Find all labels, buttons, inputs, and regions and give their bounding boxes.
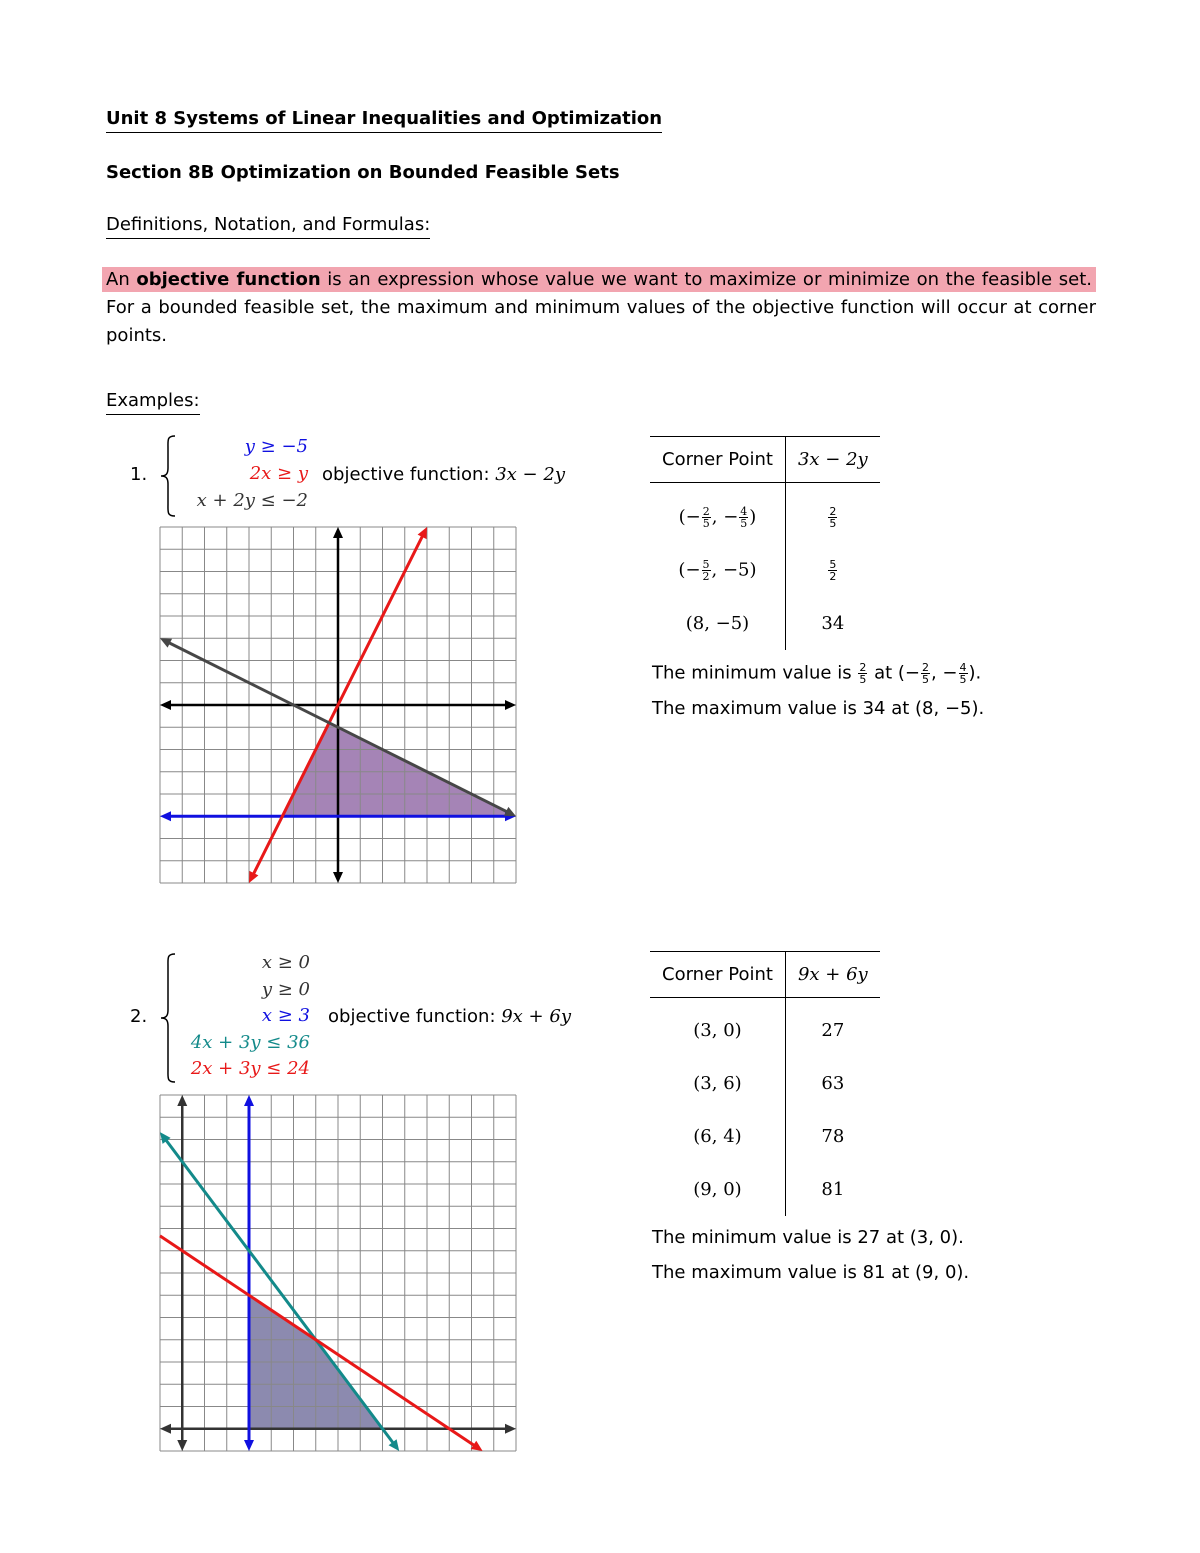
definition-paragraph [106, 266, 1096, 350]
table-2-header-point: Corner Point [650, 952, 785, 998]
y-axis-arrow [333, 527, 343, 538]
example-1-min-statement: The minimum value is $\frac{2}{5}$ at (− $\frac{2}{5}$ , − $\frac{4}{5}$ ). [652, 661, 982, 686]
definition-rest: For a bounded feasible set, the maximum and minimum values of the objective function will occur at corner points. [106, 297, 1096, 346]
table-row [650, 544, 880, 597]
example-1-ineq-2: 2x ≥ y [249, 463, 308, 484]
example-1-number: 1. [130, 464, 148, 485]
table-1-header-point: Corner Point [650, 437, 785, 483]
example-1-table [650, 436, 880, 650]
x-axis-arrow [505, 1424, 516, 1434]
table-cell-value: 81 [821, 1179, 845, 1200]
table-cell-value: 27 [821, 1020, 845, 1041]
example-2-number: 2. [130, 1006, 148, 1027]
example-1-system [180, 436, 308, 517]
section-title: Section 8B Optimization on Bounded Feasible Sets [106, 162, 620, 183]
boundary-line-arrow [244, 1095, 254, 1106]
definition-term: objective function [136, 269, 321, 290]
example-1-objective: objective function: 3x − 2y [322, 464, 565, 485]
example-2-max-statement: The maximum value is 81 at (9, 0). [652, 1262, 970, 1283]
example-2-ineq-2: y ≥ 0 [261, 978, 310, 1000]
table-cell-value: $\frac{5}{2}$ [829, 558, 837, 583]
examples-heading: Examples: [106, 390, 200, 415]
table-cell-point: (3, 0) [650, 998, 785, 1058]
y-axis-arrow [333, 872, 343, 883]
table-2-header-value: 9x + 6y [785, 952, 879, 998]
table-cell-value: $\frac{2}{5}$ [829, 505, 837, 530]
table-row [650, 483, 880, 545]
example-2-table-container [650, 951, 880, 1216]
table-cell-value: 34 [821, 613, 845, 634]
example-2-table [650, 951, 880, 1216]
table-cell-value: 78 [821, 1126, 845, 1147]
table-cell-point: (6, 4) [650, 1110, 785, 1163]
example-1-max-statement: The maximum value is 34 at (8, −5). [652, 698, 985, 719]
example-2-brace [158, 952, 178, 1084]
x-axis-arrow [160, 700, 171, 710]
example-2-min-statement: The minimum value is 27 at (3, 0). [652, 1227, 964, 1248]
example-2-system [180, 952, 310, 1085]
table-row [650, 1057, 880, 1110]
boundary-line-arrow [244, 1440, 254, 1451]
example-1-ineq-1: y ≥ −5 [244, 436, 308, 457]
table-row [650, 1110, 880, 1163]
feasible-region [282, 723, 516, 816]
y-axis-arrow [177, 1440, 187, 1451]
table-cell-point: (8, −5) [650, 597, 785, 650]
table-row [650, 1163, 880, 1216]
y-axis-arrow [177, 1095, 187, 1106]
x-axis-arrow [505, 700, 516, 710]
example-2-objective: objective function: 9x + 6y [328, 1006, 571, 1027]
boundary-line-arrow [160, 811, 171, 821]
table-1-header-value: 3x − 2y [785, 437, 879, 483]
example-1-ineq-3: x + 2y ≤ −2 [196, 490, 308, 511]
example-2-ineq-1: x ≥ 0 [261, 952, 310, 973]
table-cell-value: 63 [821, 1073, 845, 1094]
example-1-table-container [650, 436, 880, 650]
table-row [650, 597, 880, 650]
table-cell-point: (9, 0) [650, 1163, 785, 1216]
table-cell-point: (− $\frac{5}{2}$ , −5) [650, 544, 785, 597]
example-2-ineq-4: 4x + 3y ≤ 36 [190, 1031, 310, 1053]
table-row [650, 998, 880, 1058]
definitions-heading: Definitions, Notation, and Formulas: [106, 214, 430, 239]
definition-highlight: An objective function is an expression whose value we want to maximize or minimize on the feasible set. [102, 267, 1096, 292]
example-2-ineq-5: 2x + 3y ≤ 24 [190, 1058, 310, 1079]
example-1-brace [158, 434, 178, 518]
unit-title: Unit 8 Systems of Linear Inequalities and Optimization [106, 108, 662, 133]
example-2-ineq-3: x ≥ 3 [261, 1005, 310, 1026]
table-cell-point: (− $\frac{2}{5}$ , − $\frac{4}{5}$ ) [650, 483, 785, 545]
table-cell-point: (3, 6) [650, 1057, 785, 1110]
graph-1 [158, 525, 518, 885]
graph-2 [158, 1093, 518, 1453]
x-axis-arrow [160, 1424, 171, 1434]
